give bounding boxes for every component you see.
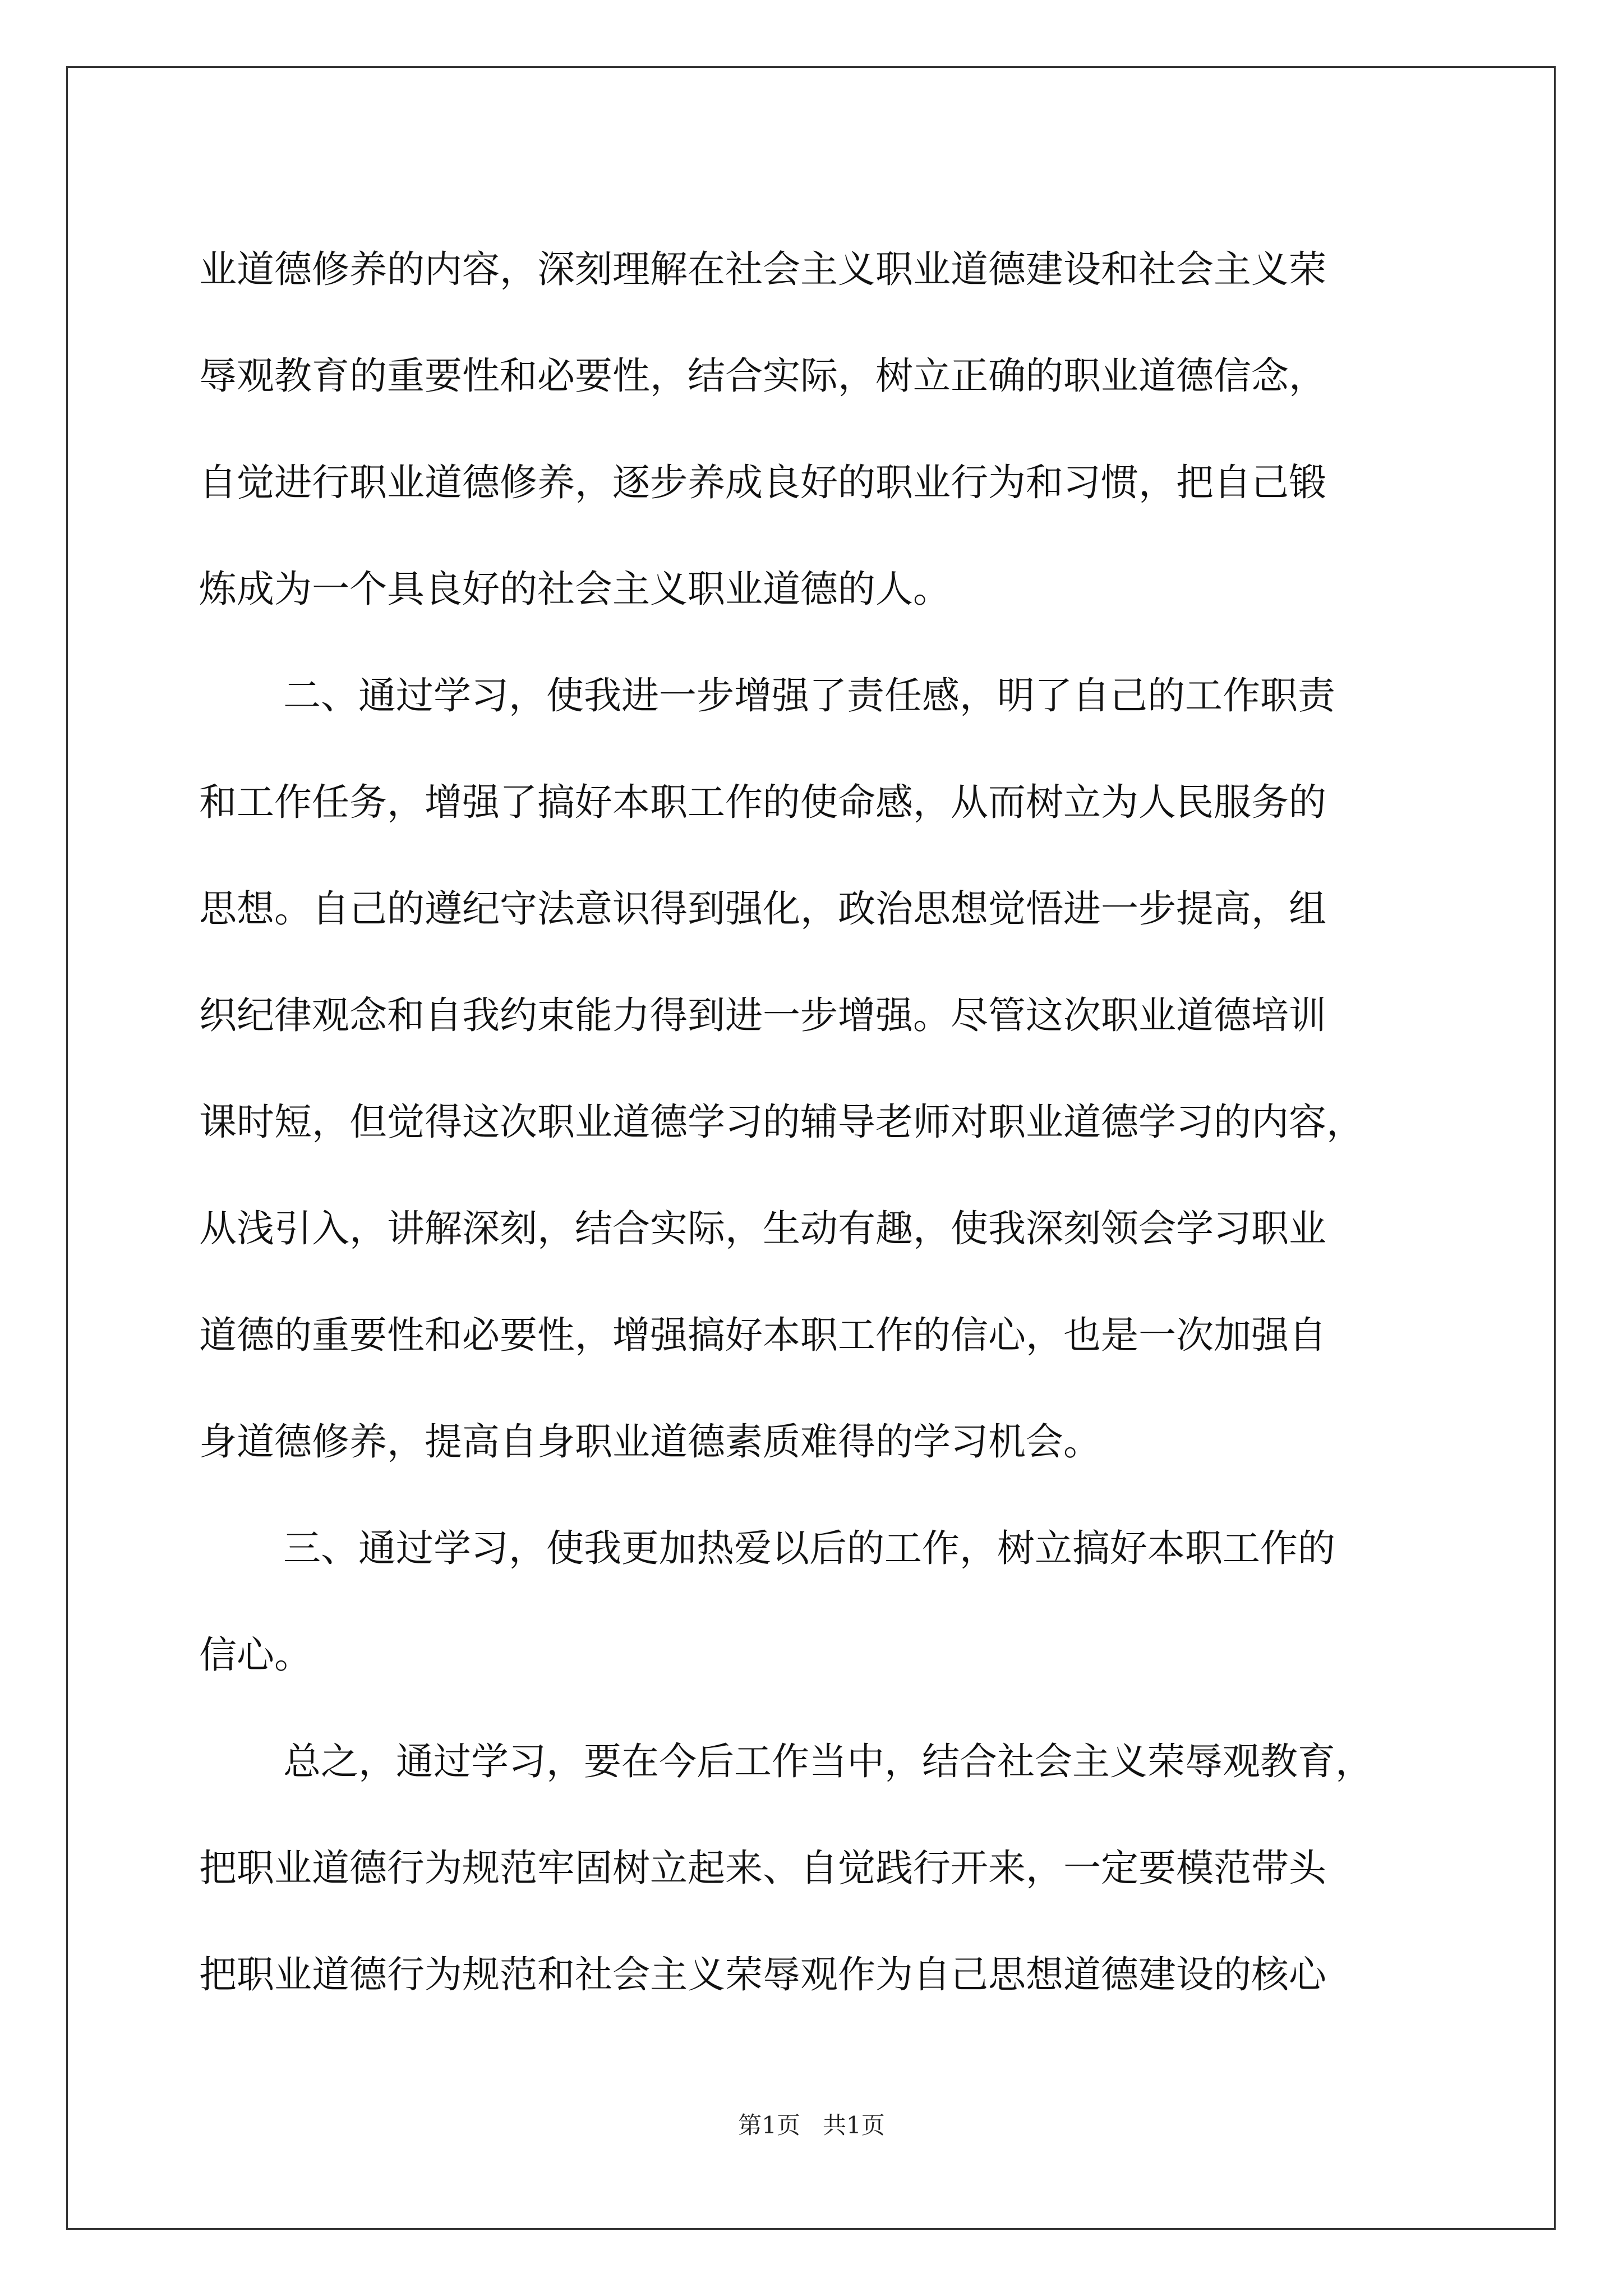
text-line: 辱观教育的重要性和必要性，结合实际，树立正确的职业道德信念， [199,354,1326,398]
text-line: 业道德修养的内容，深刻理解在社会主义职业道德建设和社会主义荣 [199,247,1326,291]
page-footer [0,2107,1623,2141]
paragraph-start-line: 二、通过学习，使我进一步增强了责任感，明了自己的工作职责 [283,674,1335,717]
paragraph-start-line: 三、通过学习，使我更加热爱以后的工作，树立搞好本职工作的 [283,1526,1335,1570]
paragraph-start-line: 总之，通过学习，要在今后工作当中，结合社会主义荣辱观教育， [283,1740,1373,1783]
page-number-current: 第1页 [738,2111,800,2139]
document-body [199,216,1433,2028]
text-line: 自觉进行职业道德修养，逐步养成良好的职业行为和习惯，把自己锻 [199,461,1326,504]
text-line: 从浅引入，讲解深刻，结合实际，生动有趣，使我深刻领会学习职业 [199,1207,1326,1250]
text-line: 道德的重要性和必要性，增强搞好本职工作的信心，也是一次加强自 [199,1313,1326,1357]
text-line: 把职业道德行为规范和社会主义荣辱观作为自己思想道德建设的核心 [199,1953,1326,1996]
text-line: 课时短，但觉得这次职业道德学习的辅导老师对职业道德学习的内容， [199,1100,1364,1144]
text-line: 和工作任务，增强了搞好本职工作的使命感，从而树立为人民服务的 [199,780,1326,824]
text-line: 把职业道德行为规范牢固树立起来、自觉践行开来，一定要模范带头 [199,1846,1326,1890]
text-line: 思想。自己的遵纪守法意识得到强化，政治思想觉悟进一步提高，组 [199,887,1326,931]
text-line: 织纪律观念和自我约束能力得到进一步增强。尽管这次职业道德培训 [199,993,1326,1037]
text-line: 炼成为一个具良好的社会主义职业道德的人。 [199,567,951,611]
text-line: 身道德修养，提高自身职业道德素质难得的学习机会。 [199,1420,1101,1464]
page-number-total: 共1页 [823,2111,885,2139]
text-line: 信心。 [199,1633,312,1677]
